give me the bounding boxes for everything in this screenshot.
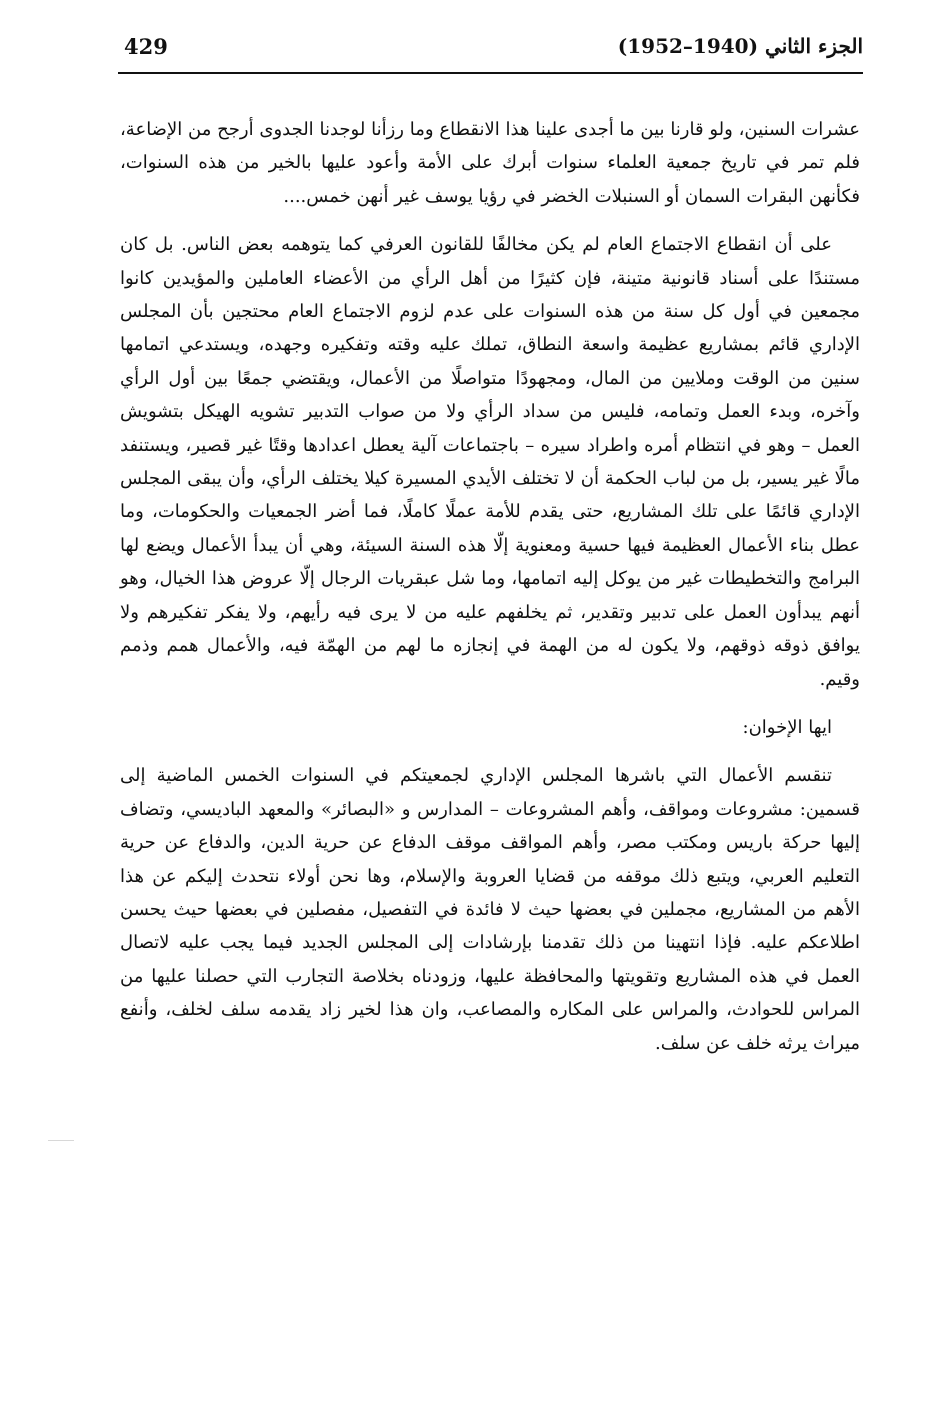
running-head: الجزء الثاني (1940–1952): [617, 34, 863, 58]
body-text: [120, 113, 860, 1075]
paragraph-1: عشرات السنين، ولو قارنا بين ما أجدى علينا هذا الانقطاع وما رزأنا لوجدنا الجدوى أرجح من الإضاعة، فلم تمر في تاريخ جمعية العلماء سنوات أبرك على الأمة وأعود عليها بالخير من هذه السنوات، فكأنهن البقرات السمان أو السنبلات الخضر في رؤيا يوسف غير أنهن خمس....: [120, 119, 860, 207]
page-header: [118, 30, 863, 70]
page-number: 429: [124, 34, 168, 59]
paragraph-3: ايها الإخوان:: [742, 716, 832, 738]
paragraph-2: على أن انقطاع الاجتماع العام لم يكن مخالفًا للقانون العرفي كما يتوهمه بعض الناس. بل كان مستندًا على أسناد قانونية متينة، فإن كثيرًا من أهل الرأي من الأعضاء العاملين والمؤيدين كانوا مجمعين في أول كل سنة من هذه السنوات على عدم لزوم الاجتماع العام محتجين بأن المجلس الإداري قائم بمشاريع عظيمة واسعة النطاق، تملك عليه وقته وتفكيره وجهده، ويستدعي اتمامها سنين من الوقت وملايين من المال، ومجهودًا متواصلًا من الأعمال، ويقتضي جمعًا بين أول الرأي وآخره، وبدء العمل وتمامه، فليس من سداد الرأي ولا من صواب التدبير تشويه الهيكل بتشويش العمل – وهو في انتظام أمره واطراد سيره – باجتماعات آلية يعطل اعدادها وقتًا غير قصير، ويستنفد مالًا غير يسير، بل من لباب الحكمة أن لا تختلف الأيدي المسيرة كيلا يختلف الرأي، وأن يبقى المجلس الإداري قائمًا على تلك المشاريع، حتى يقدم للأمة عملًا كاملًا، فما أضر الجمعيات والحكومات، وما عطل بناء الأعمال العظيمة فيها حسية ومعنوية إلّا هذه السنة السيئة، وهي أن يبدأ الأعمال ويضع لها البرامج والتخطيطات غير من يوكل إليه اتمامها، وما شل عبقريات الرجال إلّا عروض هذا الخيال، وهو أنهم يبدأون العمل على تدبير وتقدير، ثم يخلفهم عليه من لا يرى فيه رأيهم، ولا يفكر تفكيرهم ولا يوافق ذوقه ذوقهم، ولا يكون له من الهمة في إنجازه ما لهم من الهمّة فيه، والأعمال همم وذمم وقيم.: [120, 234, 860, 690]
header-rule: [118, 72, 863, 74]
paragraph-4: تنقسم الأعمال التي باشرها المجلس الإداري لجمعيتكم في السنوات الخمس الماضية إلى قسمين: مشروعات ومواقف، وأهم المشروعات – المدارس و «البصائر» والمعهد الباديسي، وتضاف إليها حركة باريس ومكتب مصر، وأهم المواقف موقف الدفاع عن حرية الدين، والدفاع عن حرية التعليم العربي، ويتبع ذلك موقفه من قضايا العروبة والإسلام، وها نحن أولاء نتحدث إليكم عن هذا الأهم من المشاريع، مجملين في بعضها حيث لا فائدة في التفصيل، مفصلين في بعضها حيث يحسن اطلاعكم عليه. فإذا انتهينا من ذلك تقدمنا بإرشادات إلى المجلس الجديد فيما يجب عليه لاتصال العمل في هذه المشاريع وتقويتها والمحافظة عليها، وزودناه بخلاصة التجارب التي حصلنا عليها من المراس للحوادث، والمراس على المكاره والمصاعب، وان هذا لخير زاد يقدمه سلف لخلف، وأنفع ميراث يرثه خلف عن سلف.: [120, 765, 860, 1054]
scan-mark: [48, 1140, 74, 1141]
